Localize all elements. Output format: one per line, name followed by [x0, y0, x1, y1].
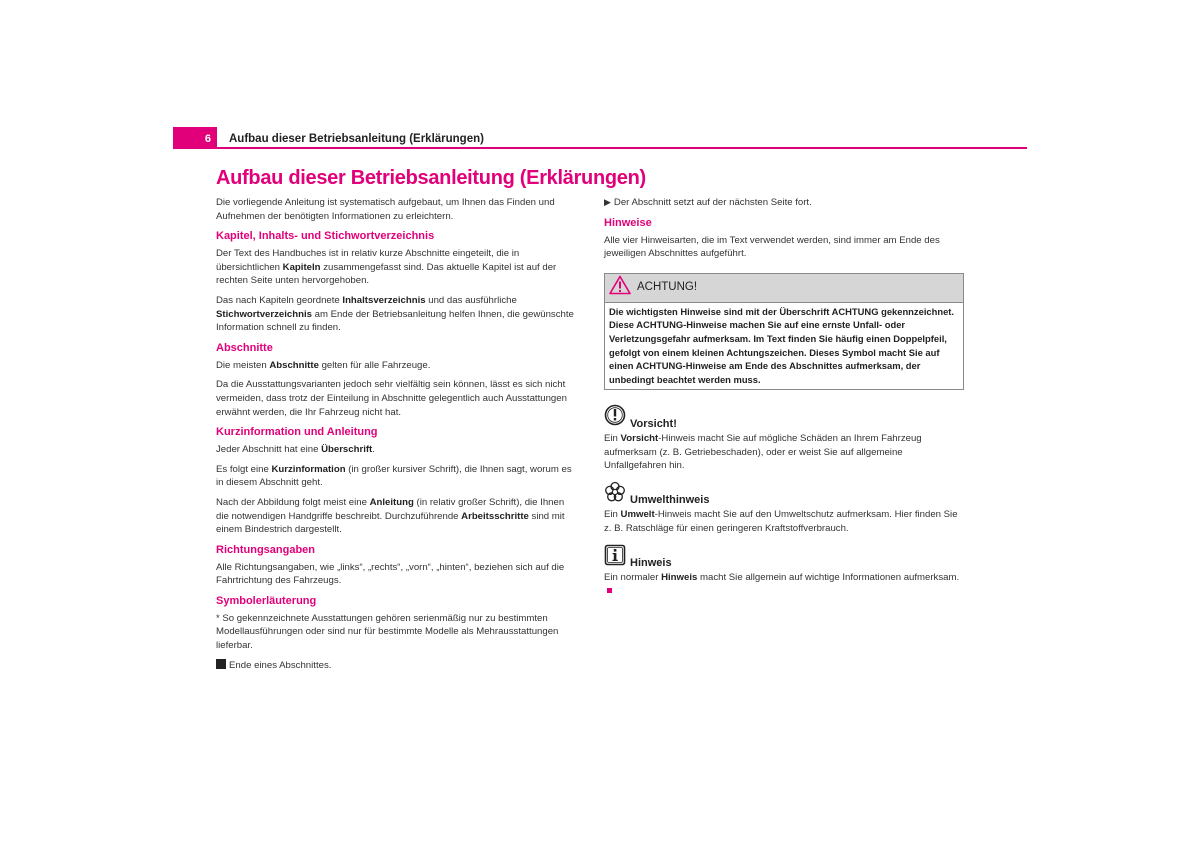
paragraph: Alle vier Hinweisarten, die im Text verwendet werden, sind immer am Ende des jeweiligen Abschnittes aufgeführt.	[604, 234, 940, 260]
paragraph: Ein Vorsicht-Hinweis macht Sie auf mögliche Schäden an Ihrem Fahrzeug aufmerksam (z. B. Getriebeschaden), oder er weist Sie auf allgemeine Unfallgefahren hin.	[604, 432, 922, 472]
warning-triangle-icon	[609, 275, 631, 300]
running-header: Aufbau dieser Betriebsanleitung (Erklärungen)	[229, 133, 484, 145]
vorsicht-heading	[604, 404, 966, 431]
end-of-section-icon	[216, 659, 226, 669]
paragraph: Ende eines Abschnittes.	[216, 659, 578, 673]
page-title: Aufbau dieser Betriebsanleitung (Erklärungen)	[216, 167, 646, 189]
left-column	[216, 196, 578, 678]
exclamation-circle-icon	[604, 404, 626, 431]
paragraph: Die meisten Abschnitte gelten für alle Fahrzeuge.	[216, 359, 431, 371]
paragraph: Es folgt eine Kurzinformation (in großer kursiver Schrift), die Ihnen sagt, worum es in diesem Abschnitt geht.	[216, 463, 572, 489]
paragraph: Da die Ausstattungsvarianten jedoch sehr vielfältig sein können, lässt es sich nicht vermeiden, dass trotz der Einteilung in Abschnitte gelegentlich auch Ausstattungen erwähnt werden, die Ihr Fahrzeug nicht hat.	[216, 379, 567, 418]
paragraph: Ein Umwelt-Hinweis macht Sie auf den Umweltschutz aufmerksam. Hier finden Sie z. B. Ratschläge für einen geringeren Kraftstoffverbrauch.	[604, 509, 958, 534]
paragraph: ▶ Der Abschnitt setzt auf der nächsten Seite fort.	[604, 197, 812, 208]
section-heading: Symbolerläuterung	[216, 594, 317, 607]
arrow-right-icon: ▶	[604, 197, 611, 207]
paragraph: Das nach Kapiteln geordnete Inhaltsverzeichnis und das ausführliche Stichwortverzeichnis am Ende der Betriebsanleitung helfen Ihnen, die gewünschte Information schnell zu finden.	[216, 294, 574, 334]
umwelt-label: Umwelthinweis	[630, 494, 710, 507]
page-number: 6	[173, 127, 217, 148]
achtung-box	[604, 273, 964, 391]
end-of-section-icon	[607, 588, 612, 593]
paragraph: Ein normaler Hinweis macht Sie allgemein auf wichtige Informationen aufmerksam.	[604, 571, 966, 598]
paragraph: Alle Richtungsangaben, wie „links“, „rechts“, „vorn“, „hinten“, beziehen sich auf die Fahrtrichtung des Fahrzeugs.	[216, 561, 565, 587]
paragraph: Jeder Abschnitt hat eine Überschrift.	[216, 444, 375, 456]
umwelt-heading	[604, 481, 966, 508]
section-heading: Richtungsangaben	[216, 543, 316, 556]
section-heading: Kurzinformation und Anleitung	[216, 426, 378, 439]
achtung-header	[605, 274, 963, 303]
intro-paragraph: Die vorliegende Anleitung ist systematisch aufgebaut, um Ihnen das Finden und Aufnehmen der benötigten Informationen zu erleichtern.	[216, 197, 555, 222]
hinweis-label: Hinweis	[630, 557, 672, 570]
paragraph: Der Text des Handbuches ist in relativ kurze Abschnitte eingeteilt, die in übersichtlichen Kapiteln zusammengefasst sind. Das aktuelle Kapitel ist auf der rechten Seite unten hervorgehoben.	[216, 248, 557, 287]
paragraph: * So gekennzeichnete Ausstattungen gehören serienmäßig nur zu bestimmten Modellausführungen oder sind nur für bestimmte Modelle als Mehrausstattungen lieferbar.	[216, 612, 559, 652]
header-rule	[173, 147, 1027, 149]
hinweis-heading	[604, 544, 966, 571]
flower-icon	[604, 481, 626, 508]
achtung-text: Die wichtigsten Hinweise sind mit der Überschrift ACHTUNG gekennzeichnet. Diese ACHTUNG-Hinweise machen Sie auf eine ernste Unfall- oder Verletzungsgefahr aufmerksam. Im Text finden Sie häufig einen Doppelpfeil, gefolgt von einem kleinen Achtungszeichen. Dieses Symbol macht Sie auf einen ACHTUNG-Hinweise am Ende des Abschnittes aufmerksam, der unbedingt beachtet werden muss.	[609, 305, 955, 385]
right-column	[604, 196, 966, 604]
info-icon	[604, 544, 626, 571]
vorsicht-label: Vorsicht!	[630, 417, 677, 430]
paragraph: Nach der Abbildung folgt meist eine Anleitung (in relativ großer Schrift), die Ihnen die notwendigen Handgriffe beschreibt. Durchzuführende Arbeitsschritte sind mit einem Bindestrich dargestellt.	[216, 496, 565, 536]
section-heading: Hinweise	[604, 216, 652, 229]
achtung-label: ACHTUNG!	[637, 280, 698, 293]
section-heading: Kapitel, Inhalts- und Stichwortverzeichnis	[216, 230, 435, 243]
section-heading: Abschnitte	[216, 341, 273, 354]
